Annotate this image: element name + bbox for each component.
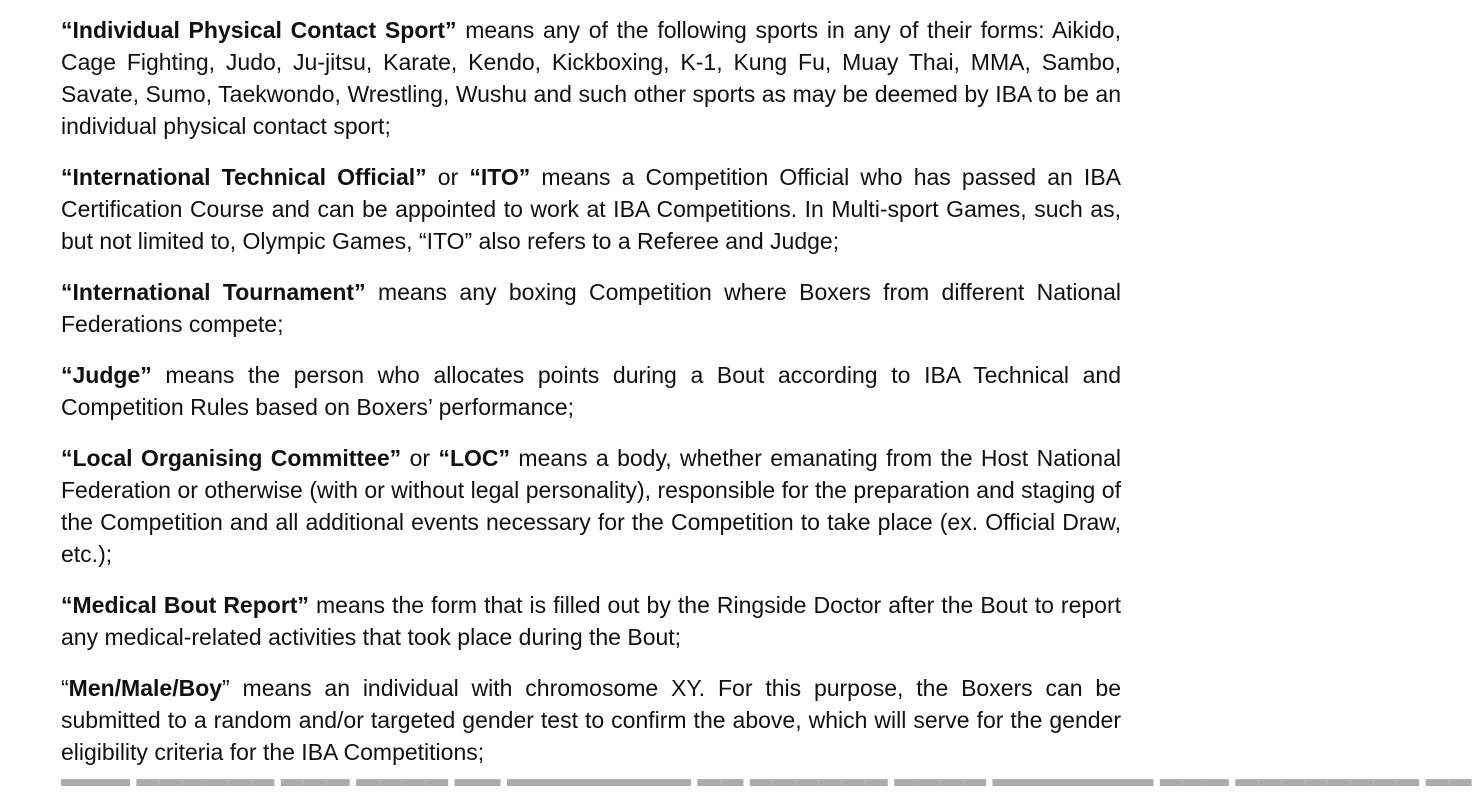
definition-term: “Medical Bout Report” — [61, 592, 309, 618]
definition-text: means any boxing Competition where Boxers from different National Federations compete; — [61, 279, 1121, 337]
definition-abbreviation: “LOC” — [438, 445, 510, 471]
definition-international-tournament — [61, 276, 1121, 340]
definition-term: “International Technical Official” — [61, 164, 427, 190]
definition-medical-bout-report — [61, 589, 1121, 653]
definition-connector: or — [426, 164, 470, 190]
cut-off-next-line — [61, 765, 1472, 793]
definition-local-organising-committee — [61, 442, 1121, 570]
definition-abbreviation: “ITO” — [469, 164, 531, 190]
definition-text: means a body, whether emanating from the Host National Federation or otherwise (with or without legal personality), responsible for the preparation and staging of the Competition and all additional events necessary for the Competition to take place (ex. Official Draw, etc.); — [61, 445, 1121, 567]
definition-judge — [61, 359, 1121, 423]
definition-open-quote: “ — [61, 675, 69, 701]
definition-term: Men/Male/Boy — [68, 675, 223, 701]
definition-individual-physical-contact-sport — [61, 14, 1121, 142]
definition-term: “Individual Physical Contact Sport” — [61, 17, 457, 43]
definition-connector: or — [401, 445, 439, 471]
definition-men-male-boy — [61, 672, 1121, 768]
definition-text: means an individual with chromosome XY. For this purpose, the Boxers can be submitted to a random and/or targeted gender test to confirm the above, which will serve for the gender eligibility criteria for the IBA Competitions; — [61, 675, 1121, 765]
cut-off-line-fragment: ▬▬▬ ▬▬▬▬▬▬ ▬▬▬ ▬▬▬▬ ▬▬ ▬▬▬▬▬▬▬▬ ▬▬ ▬▬▬▬▬▬ ▬▬▬▬ ▬▬▬▬▬▬▬ ▬▬▬ ▬▬▬▬▬▬▬▬ ▬▬ — [61, 765, 1472, 791]
definition-text: means a Competition Official who has passed an IBA Certification Course and can be appointed to work at IBA Competitions. In Multi-sport Games, such as, but not limited to, Olympic Games, “ITO” also refers to a Referee and Judge; — [61, 164, 1122, 254]
definition-text: means the form that is filled out by the Ringside Doctor after the Bout to report any medical-related activities that took place during the Bout; — [61, 592, 1121, 650]
document-page — [61, 14, 1121, 787]
definition-term: “Local Organising Committee” — [61, 445, 402, 471]
definition-international-technical-official — [61, 161, 1121, 257]
definition-term: “Judge” — [61, 362, 152, 388]
definition-text: means any of the following sports in any of their forms: Aikido, Cage Fighting, Judo, Ju-jitsu, Karate, Kendo, Kickboxing, K-1, Kung Fu, Muay Thai, MMA, Sambo, Savate, Sumo, Taekwondo, Wrestling, Wushu and such other sports as may be deemed by IBA to be an individual physical contact sport; — [61, 17, 1121, 139]
definition-term: “International Tournament” — [61, 279, 366, 305]
definition-text: means the person who allocates points during a Bout according to IBA Technical and Competition Rules based on Boxers’ performance; — [61, 362, 1121, 420]
definition-close-quote: ” — [222, 675, 230, 701]
